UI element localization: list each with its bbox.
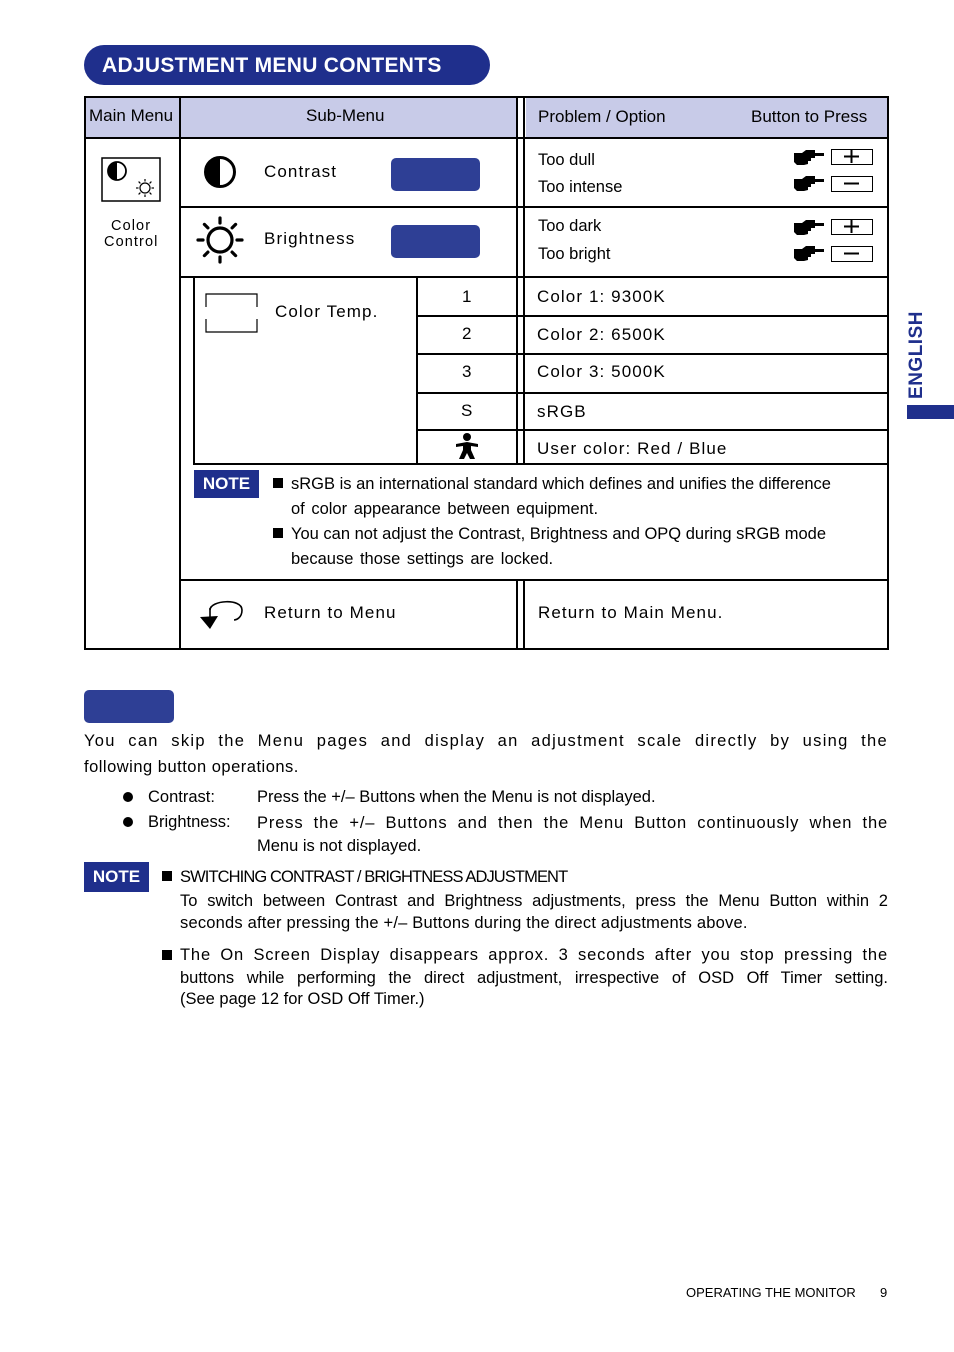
color-temp-value-1: Color 1: 9300K <box>537 287 666 306</box>
color-temp-label: Color Temp. <box>275 302 379 321</box>
note-item-1-cont: of color appearance between equipment. <box>291 500 599 518</box>
note-heading: SWITCHING CONTRAST / BRIGHTNESS ADJUSTMENT <box>162 868 567 887</box>
page-title: ADJUSTMENT MENU CONTENTS <box>84 45 490 85</box>
pointing-hand-icon <box>793 219 825 237</box>
note-item-2: You can not adjust the Contrast, Brightness and OPQ during sRGB mode <box>273 525 826 544</box>
plus-button-icon <box>831 219 873 235</box>
brightness-label: Brightness <box>264 229 356 248</box>
note-p2-line2: buttons while performing the direct adjustment, irrespective of OSD Off Timer setting. <box>180 969 888 987</box>
header-main-menu: Main Menu <box>89 106 174 125</box>
footer-section: OPERATING THE MONITOR <box>686 1285 856 1300</box>
direct-item-contrast-name: Contrast: <box>148 788 215 806</box>
direct-intro-line1: You can skip the Menu pages and display an adjustment scale directly by using the <box>84 732 888 750</box>
return-label: Return to Menu <box>264 603 397 622</box>
bullet-dot <box>123 792 133 802</box>
color-control-icon <box>101 157 161 202</box>
minus-button-icon <box>831 246 873 262</box>
note-bullet <box>162 950 172 960</box>
header-button-to-press: Button to Press <box>751 107 868 126</box>
header-sub-menu: Sub-Menu <box>306 106 385 125</box>
note-badge: NOTE <box>84 862 149 892</box>
color-temp-key-srgb: S <box>461 401 473 420</box>
note-item-2-cont: because those settings are locked. <box>291 550 554 568</box>
note-badge: NOTE <box>194 470 259 498</box>
contrast-icon <box>203 155 237 189</box>
color-temp-key-3: 3 <box>462 362 472 381</box>
direct-section-badge <box>84 690 174 723</box>
note-p1-line1: To switch between Contrast and Brightness adjustments, press the Menu Button within 2 <box>180 892 888 910</box>
color-temp-key-1: 1 <box>462 287 472 306</box>
main-menu-label-line1: Color <box>111 218 152 234</box>
color-temp-value-user: User color: Red / Blue <box>537 439 728 458</box>
note-p2-line3: (See page 12 for OSD Off Timer.) <box>180 990 425 1008</box>
direct-item-contrast-desc: Press the +/– Buttons when the Menu is not displayed. <box>257 788 656 806</box>
user-icon <box>453 432 481 460</box>
direct-item-brightness-desc: Press the +/– Buttons and then the Menu Button continuously when the <box>257 814 888 832</box>
direct-item-brightness-name: Brightness: <box>148 813 231 831</box>
color-temp-value-2: Color 2: 6500K <box>537 325 666 344</box>
pointing-hand-icon <box>793 245 825 263</box>
return-description: Return to Main Menu. <box>538 603 724 622</box>
color-temp-icon <box>205 293 258 333</box>
minus-button-icon <box>831 176 873 192</box>
sun-icon <box>196 216 244 264</box>
note-p2-line1: The On Screen Display disappears approx. 3 seconds after you stop pressing the <box>180 946 888 964</box>
color-temp-value-3: Color 3: 5000K <box>537 362 666 381</box>
brightness-option-2: Too bright <box>538 245 611 263</box>
return-arrow-icon <box>196 596 246 630</box>
pointing-hand-icon <box>793 149 825 167</box>
language-tab: ENGLISH <box>906 311 927 399</box>
direct-intro-line2: following button operations. <box>84 758 299 776</box>
note-item-1: sRGB is an international standard which defines and unifies the difference <box>273 475 831 494</box>
direct-item-brightness-desc-cont: Menu is not displayed. <box>257 837 422 855</box>
main-menu-label-line2: Control <box>104 234 159 250</box>
color-temp-key-2: 2 <box>462 324 472 343</box>
note-p1-line2: seconds after pressing the +/– Buttons during the direct adjustments above. <box>180 914 748 932</box>
brightness-menu-button[interactable] <box>391 225 480 258</box>
bullet-dot <box>123 817 133 827</box>
contrast-label: Contrast <box>264 162 338 181</box>
contrast-menu-button[interactable] <box>391 158 480 191</box>
brightness-option-1: Too dark <box>538 217 602 235</box>
pointing-hand-icon <box>793 175 825 193</box>
language-tab-marker <box>907 405 954 419</box>
contrast-option-1: Too dull <box>538 151 595 169</box>
header-problem-option: Problem / Option <box>538 107 666 126</box>
color-temp-value-srgb: sRGB <box>537 402 587 421</box>
plus-button-icon <box>831 149 873 165</box>
footer-page-number: 9 <box>880 1285 888 1300</box>
contrast-option-2: Too intense <box>538 178 623 196</box>
